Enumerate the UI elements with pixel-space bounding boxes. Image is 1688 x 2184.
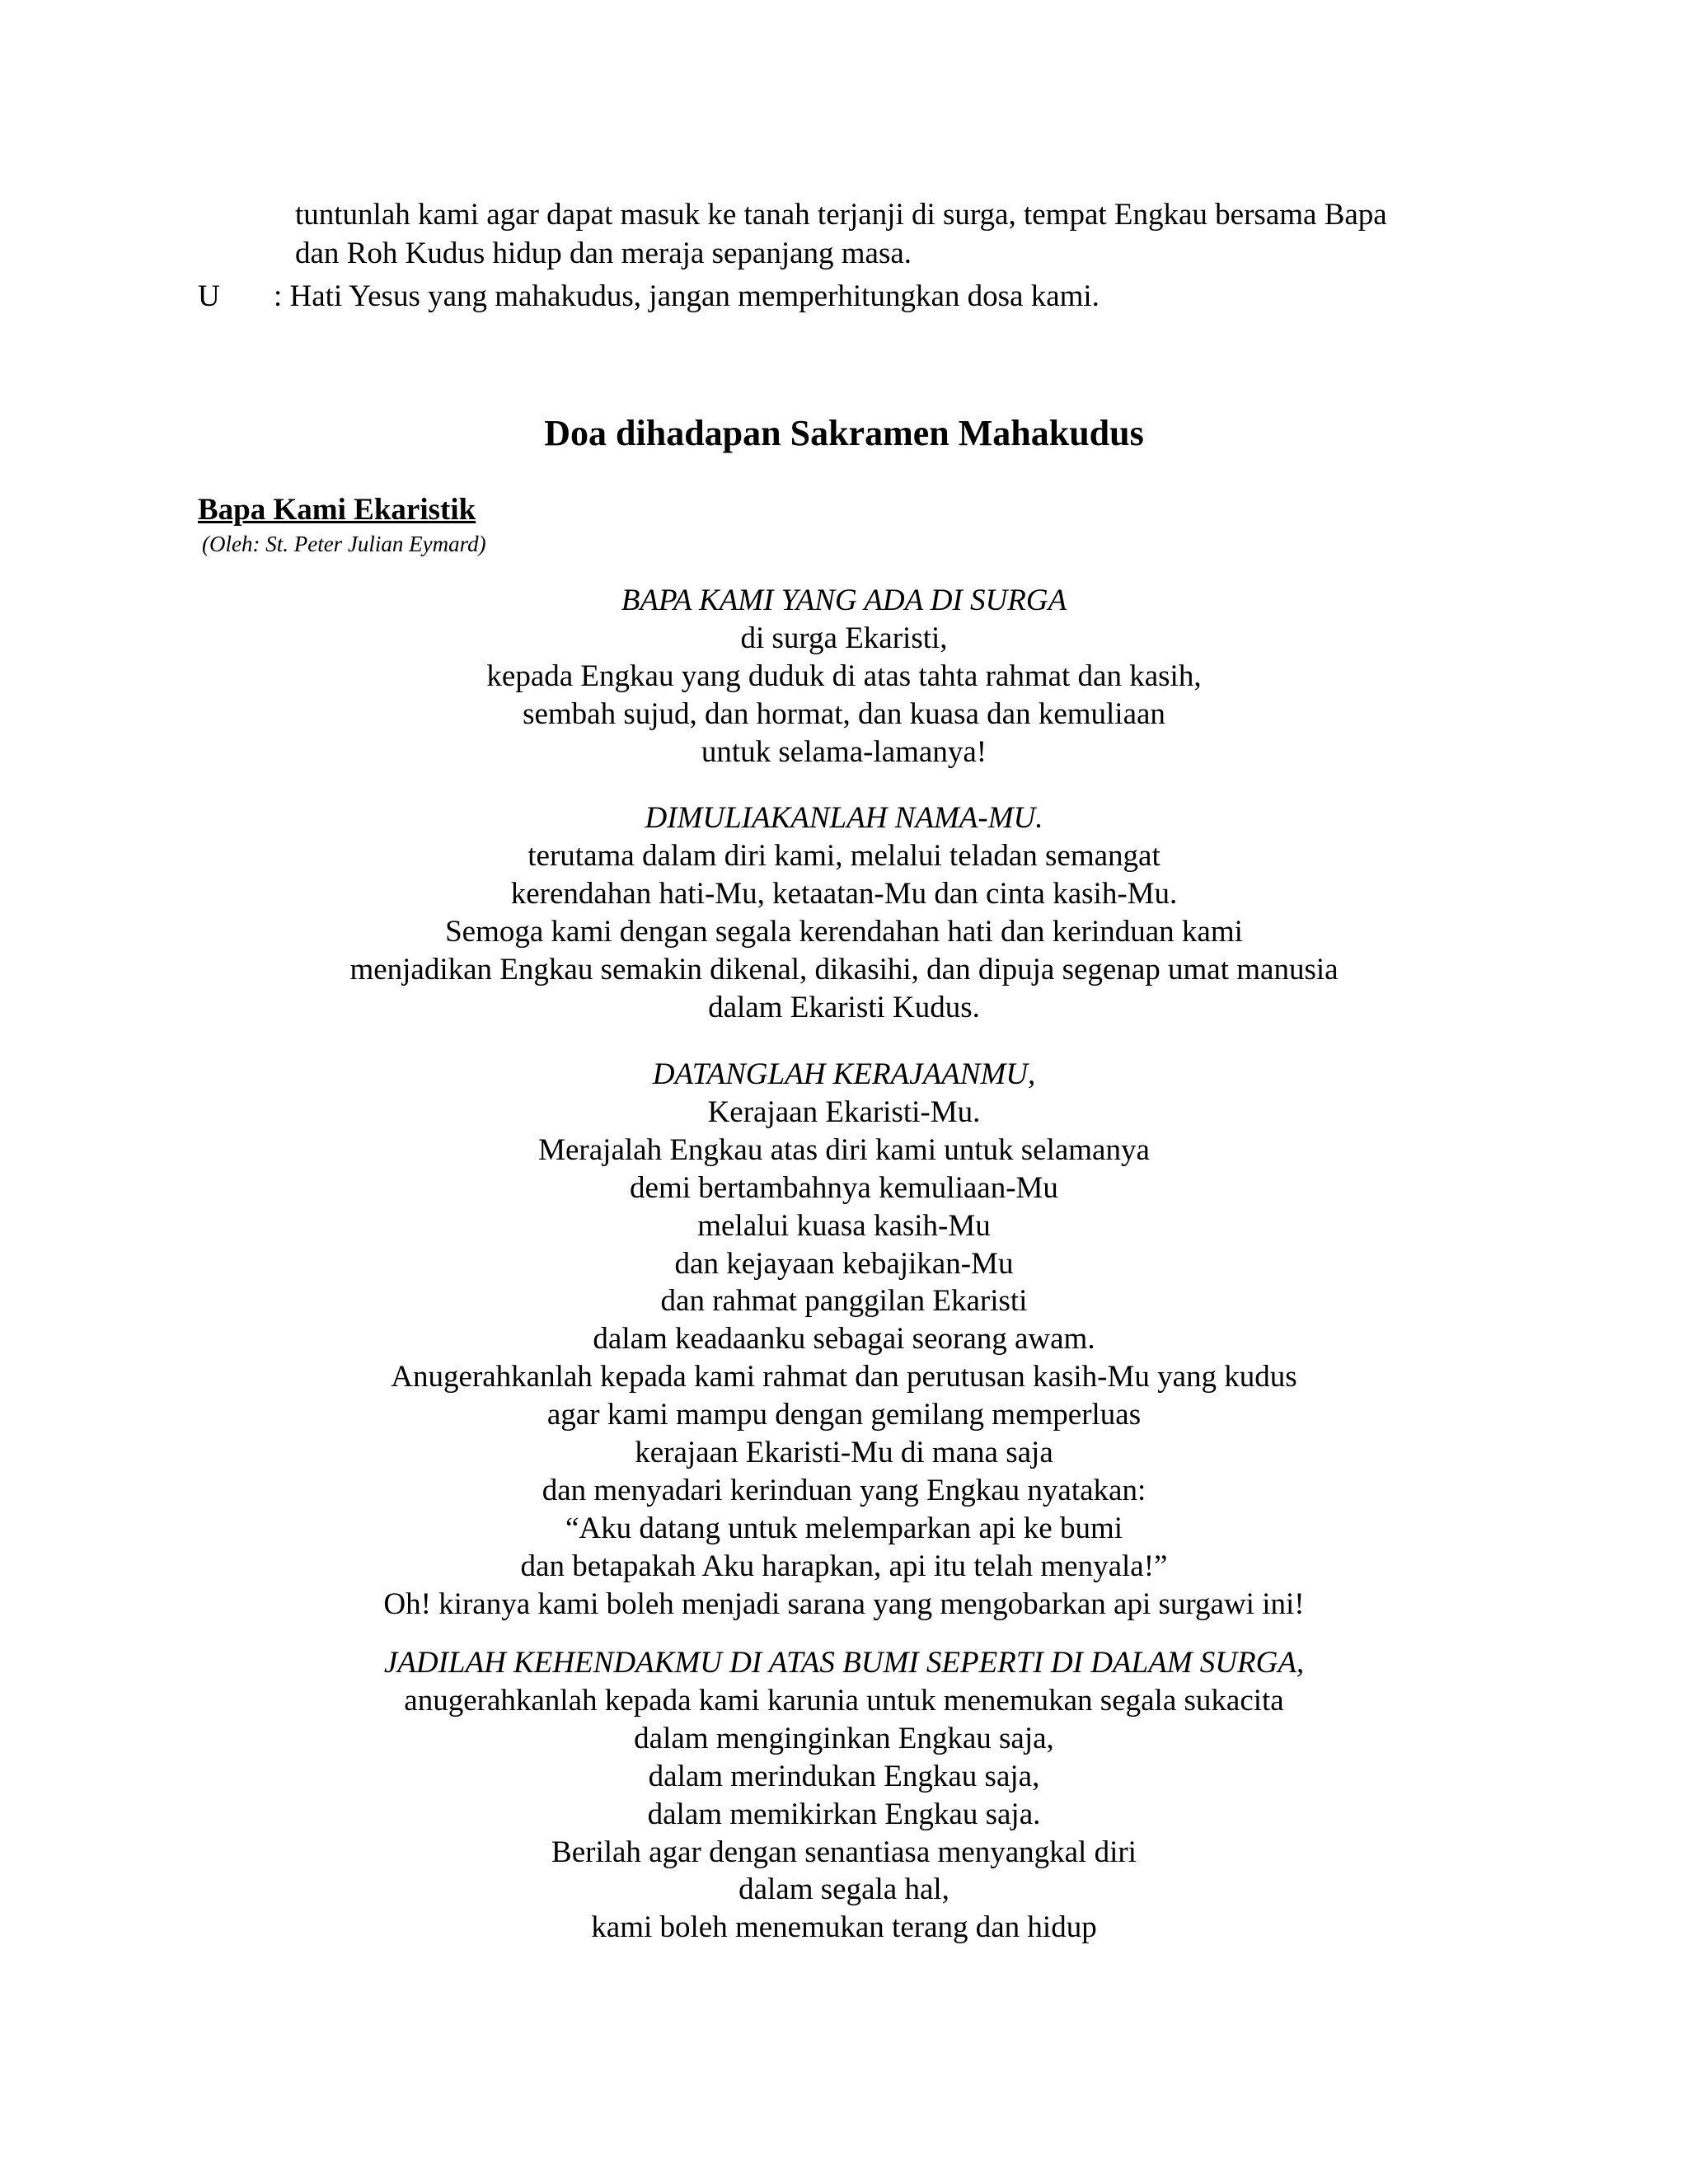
stanza-line: terutama dalam diri kami, melalui teladan semangat xyxy=(528,838,1160,873)
stanza-line: Kerajaan Ekaristi-Mu. xyxy=(707,1094,981,1129)
stanza-line: dan rahmat panggilan Ekaristi xyxy=(660,1284,1028,1319)
stanza-line: dalam memikirkan Engkau saja. xyxy=(647,1797,1041,1831)
stanza-heading: DATANGLAH KERAJAANMU, xyxy=(652,1057,1036,1091)
stanza-line: dan menyadari kerinduan yang Engkau nyatakan: xyxy=(542,1473,1146,1507)
stanza-line: melalui kuasa kasih-Mu xyxy=(697,1208,991,1243)
continuation-line: tuntunlah kami agar dapat masuk ke tanah terjanji di surga, tempat Engkau bersama Bapa xyxy=(295,198,1387,232)
stanza-line: dalam segala hal, xyxy=(738,1872,950,1907)
stanza-line: untuk selama-lamanya! xyxy=(701,734,987,769)
stanza-line: demi bertambahnya kemuliaan-Mu xyxy=(630,1170,1058,1205)
stanza-line: Anugerahkanlah kepada kami rahmat dan perutusan kasih-Mu yang kudus xyxy=(391,1360,1297,1394)
stanza-line: Berilah agar dengan senantiasa menyangkal diri xyxy=(551,1835,1137,1869)
stanza-line: menjadikan Engkau semakin dikenal, dikasihi, dan dipuja segenap umat manusia xyxy=(349,952,1339,987)
section-title: Doa dihadapan Sakramen Mahakudus xyxy=(544,413,1144,453)
stanza-line: dan betapakah Aku harapkan, api itu telah menyala!” xyxy=(520,1549,1168,1583)
prayer-subtitle: Bapa Kami Ekaristik xyxy=(198,493,476,527)
stanza-line: dan kejayaan kebajikan-Mu xyxy=(674,1246,1014,1281)
stanza-line: kerendahan hati-Mu, ketaatan-Mu dan cinta kasih-Mu. xyxy=(510,876,1178,911)
stanza-line: Merajalah Engkau atas diri kami untuk selamanya xyxy=(538,1132,1150,1167)
stanza-line: dalam Ekaristi Kudus. xyxy=(708,990,980,1024)
response-speaker: U xyxy=(198,279,220,313)
prayer-byline: (Oleh: St. Peter Julian Eymard) xyxy=(202,532,486,556)
stanza-line: kami boleh menemukan terang dan hidup xyxy=(591,1910,1097,1945)
stanza-2 xyxy=(0,799,1688,1026)
stanza-line: di surga Ekaristi, xyxy=(740,621,948,655)
stanza-line: anugerahkanlah kepada kami karunia untuk menemukan segala sukacita xyxy=(404,1683,1284,1718)
response-text: : Hati Yesus yang mahakudus, jangan memperhitungkan dosa kami. xyxy=(274,279,1100,313)
stanza-line: Oh! kiranya kami boleh menjadi sarana yang mengobarkan api surgawi ini! xyxy=(383,1586,1305,1621)
stanza-1 xyxy=(0,582,1688,771)
stanza-line: sembah sujud, dan hormat, dan kuasa dan kemuliaan xyxy=(523,696,1165,731)
stanza-3 xyxy=(0,1056,1688,1624)
stanza-line: kepada Engkau yang duduk di atas tahta rahmat dan kasih, xyxy=(486,658,1202,693)
stanza-heading: BAPA KAMI YANG ADA DI SURGA xyxy=(621,583,1067,617)
stanza-line: dalam merindukan Engkau saja, xyxy=(648,1759,1040,1793)
stanza-heading: JADILAH KEHENDAKMU DI ATAS BUMI SEPERTI DI DALAM SURGA, xyxy=(383,1646,1305,1680)
stanza-line: Semoga kami dengan segala kerendahan hati dan kerinduan kami xyxy=(445,914,1243,949)
stanza-line: kerajaan Ekaristi-Mu di mana saja xyxy=(635,1436,1053,1470)
stanza-line: dalam menginginkan Engkau saja, xyxy=(634,1721,1054,1755)
stanza-heading: DIMULIAKANLAH NAMA-MU. xyxy=(645,801,1043,835)
stanza-line: agar kami mampu dengan gemilang memperluas xyxy=(546,1398,1142,1432)
continuation-line: dan Roh Kudus hidup dan meraja sepanjang masa. xyxy=(295,237,912,270)
stanza-line: “Aku datang untuk melemparkan api ke bumi xyxy=(565,1511,1123,1545)
stanza-line: dalam keadaanku sebagai seorang awam. xyxy=(593,1322,1095,1357)
stanza-4 xyxy=(0,1644,1688,1947)
